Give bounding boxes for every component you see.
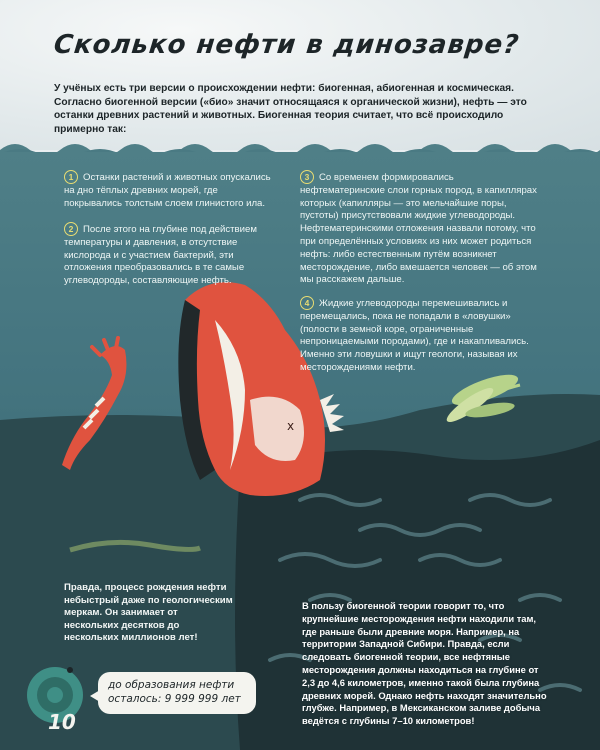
step-2	[64, 222, 269, 288]
step-4	[300, 296, 538, 375]
intro-paragraph: У учёных есть три версии о происхождении нефти: биогенная, абиогенная и космическая. Согласно биогенной версии («био» значит относящаяся к органической жизни), нефть — это останки древних растений и животных. Биогенная теория считает, что всё происходило примерно так:	[54, 83, 527, 135]
bubble-line-1: до образования нефти	[108, 679, 235, 691]
step-text: После этого на глубине под действием температуры и давления, в отсутствие кислорода и с участием бактерий, эти отложения преобразовались в те самые углеводороды, составляющие нефть.	[64, 224, 257, 287]
side-note: Правда, процесс рождения нефти небыстрый даже по геологическим меркам. Он занимает от нескольких десятков до нескольких миллионов лет!	[64, 582, 233, 644]
step-text: Со временем формировались нефтематеринские слои горных пород, в капиллярах которых (капилляры — это мельчайшие поры, пустоты) присутствовали жидкие углеводороды. Нефтематеринскими отложения назвали потому, что при определённых условиях из них может родиться нефть: либо естественным путём возникнет месторождение, либо вмешается человек — об этом мы расскажем дальше.	[300, 172, 537, 286]
page-number: 10	[48, 710, 76, 734]
page-title: Сколько нефти в динозавре?	[52, 30, 521, 60]
svg-text:x: x	[287, 419, 295, 433]
speech-bubble	[98, 672, 256, 714]
step-3	[300, 170, 538, 287]
step-number: 1	[64, 170, 78, 184]
step-number: 4	[300, 296, 314, 310]
step-number: 2	[64, 222, 78, 236]
step-number: 3	[300, 170, 314, 184]
step-text: Останки растений и животных опускались на дно тёплых древних морей, где покрывались толстым слоем глинистого ила.	[64, 172, 271, 209]
step-text: Жидкие углеводороды перемешивались и перемещались, пока не попадали в «ловушки» (полости в земной коре, ограниченные непроницаемыми породами), где и накапливались. Именно эти ловушки и ищут геологи, называя их месторождениями нефти.	[300, 298, 529, 373]
bubble-line-2: осталось: 9 999 999 лет	[108, 693, 241, 705]
biogenic-evidence: В пользу биогенной теории говорит то, что крупнейшие месторождения нефти находили там, где раньше были древние моря. Например, на территории Западной Сибири. Правда, если следовать биогенной теории, все нефтяные месторождения должны находиться на глубине от 2,3 до 4,6 километров, именно такой была глубина древних морей. Однако нефть находят значительно глубже. Например, в Мексиканском заливе добыча ведётся с глубины 7–10 километров!	[302, 600, 547, 727]
step-1	[64, 170, 274, 210]
